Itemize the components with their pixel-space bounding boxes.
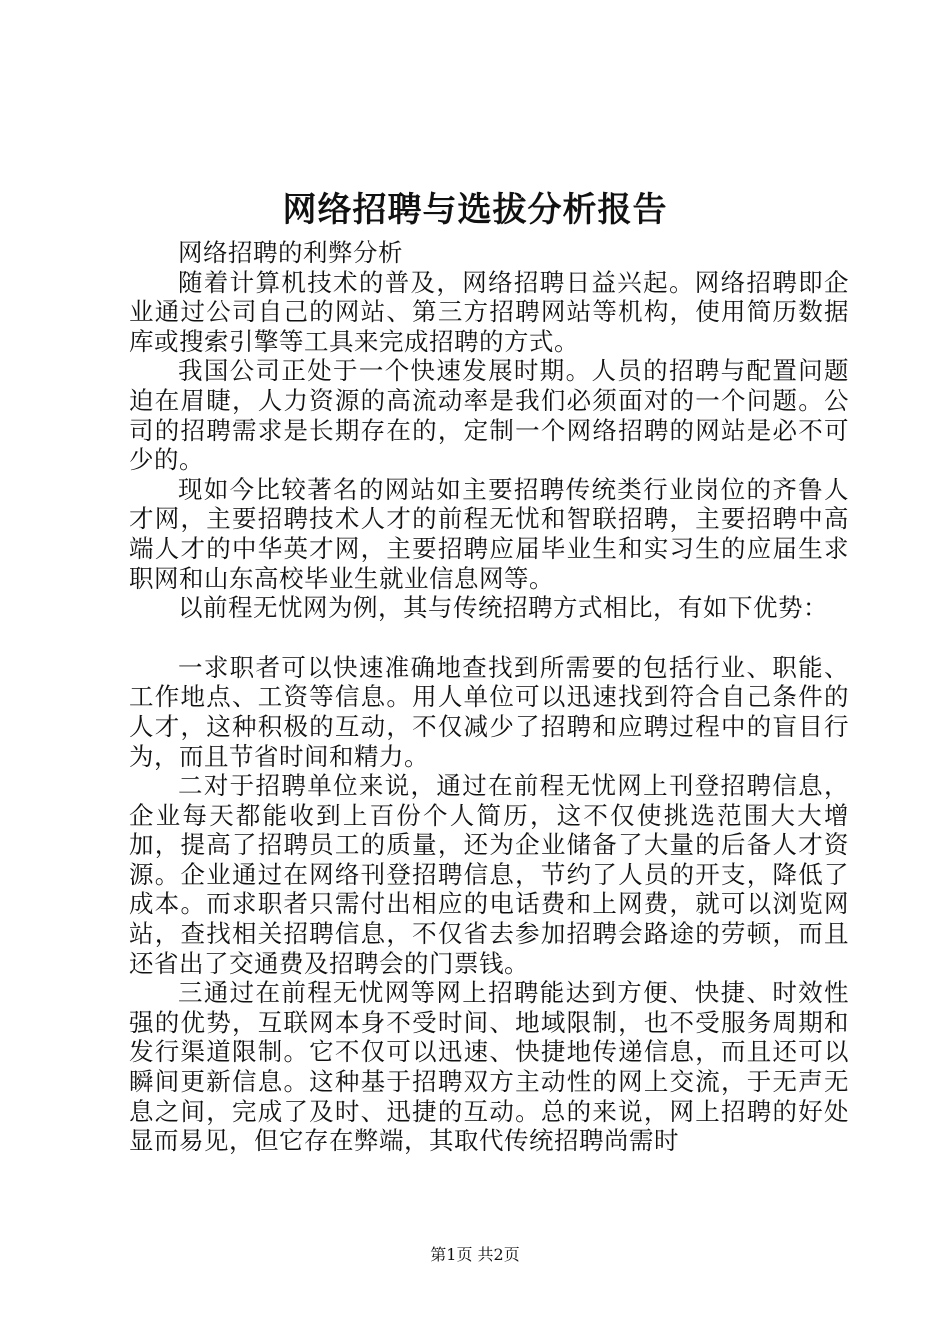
paragraph: 以前程无忧网为例，其与传统招聘方式相比，有如下优势： [178, 593, 828, 623]
paragraph: 三通过在前程无忧网等网上招聘能达到方便、快捷、时效性强的优势，互联网本身不受时间、地域限制，也不受服务周期和发行渠道限制。它不仅可以迅速、快捷地传递信息，而且还可以瞬间更新信息。这种基于招聘双方主动性的网上交流，于无声无息之间，完成了及时、迅捷的互动。总的来说，网上招聘的好处显而易见，但它存在弊端，其取代传统招聘尚需时 [129, 978, 849, 1156]
paragraph: 我国公司正处于一个快速发展时期。人员的招聘与配置问题迫在眉睫，人力资源的高流动率是我们必须面对的一个问题。公司的招聘需求是长期存在的，定制一个网络招聘的网站是必不可少的。 [129, 356, 849, 475]
paragraph: 二对于招聘单位来说，通过在前程无忧网上刊登招聘信息，企业每天都能收到上百份个人简历，这不仅使挑选范围大大增加，提高了招聘员工的质量，还为企业储备了大量的后备人才资源。企业通过在网络刊登招聘信息，节约了人员的开支，降低了成本。而求职者只需付出相应的电话费和上网费，就可以浏览网站，查找相关招聘信息，不仅省去参加招聘会路途的劳顿，而且还省出了交通费及招聘会的门票钱。 [129, 771, 849, 978]
page-number: 第1页 共2页 [430, 1245, 520, 1264]
paragraph: 一求职者可以快速准确地查找到所需要的包括行业、职能、工作地点、工资等信息。用人单位可以迅速找到符合自己条件的人才，这种积极的互动，不仅减少了招聘和应聘过程中的盲目行为，而且节省时间和精力。 [129, 652, 849, 771]
document-body [129, 238, 849, 1156]
paragraph: 随着计算机技术的普及，网络招聘日益兴起。网络招聘即企业通过公司自己的网站、第三方招聘网站等机构，使用简历数据库或搜索引擎等工具来完成招聘的方式。 [129, 267, 849, 356]
paragraph-heading: 网络招聘的利弊分析 [178, 238, 403, 267]
document-title: 网络招聘与选拔分析报告 [282, 190, 668, 230]
paragraph: 现如今比较著名的网站如主要招聘传统类行业岗位的齐鲁人才网，主要招聘技术人才的前程无忧和智联招聘，主要招聘中高端人才的中华英才网，主要招聘应届毕业生和实习生的应届生求职网和山东高校毕业生就业信息网等。 [129, 474, 849, 593]
